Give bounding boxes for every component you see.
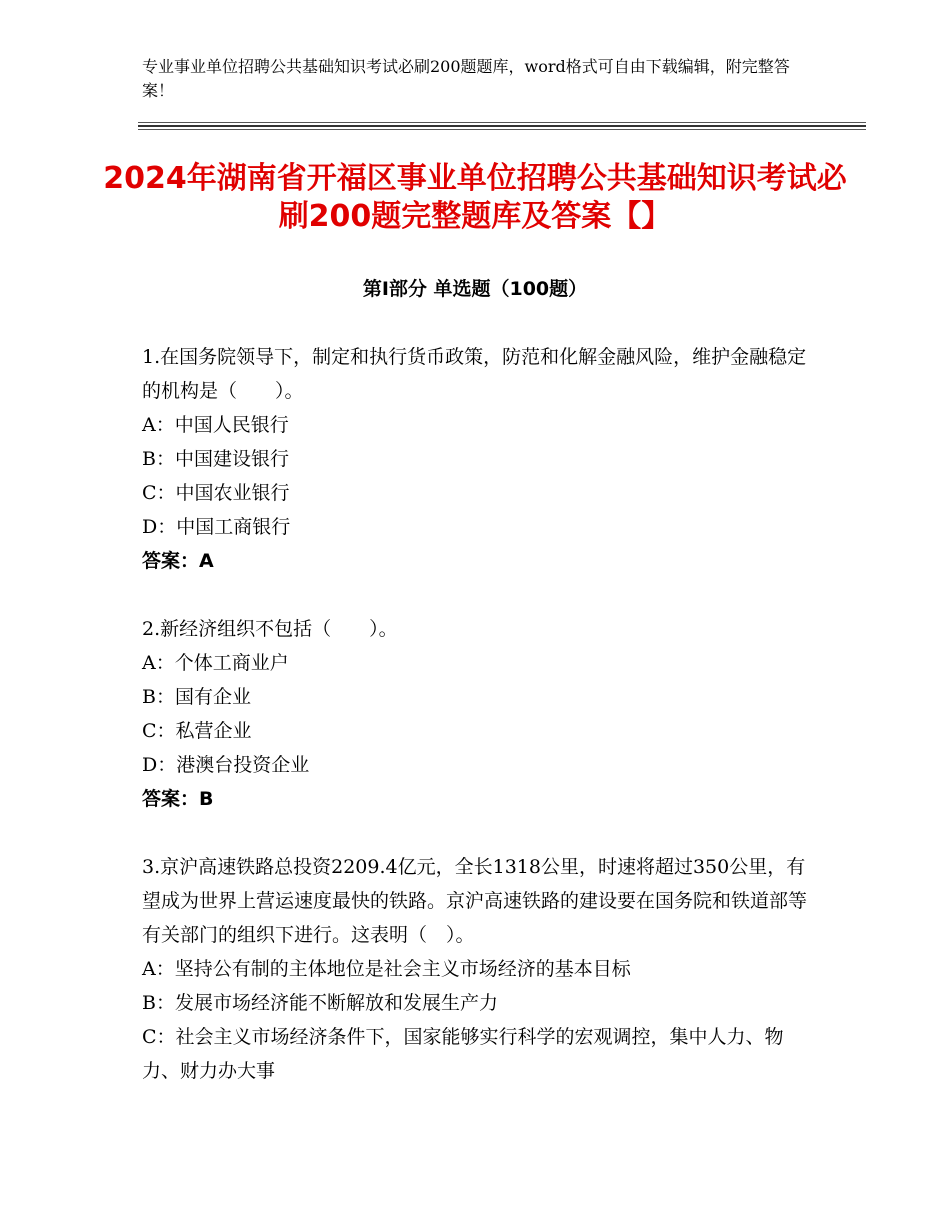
question-stem: 3.京沪高速铁路总投资2209.4亿元，全长1318公里，时速将超过350公里，有望成为世界上营运速度最快的铁路。京沪高速铁路的建设要在国务院和铁道部等有关部门的组织下进行。这表明（ ）。 <box>142 856 808 946</box>
question-stem: 1.在国务院领导下，制定和执行货币政策，防范和化解金融风险，维护金融稳定的机构是（ ）。 <box>142 346 807 402</box>
option-c: C：社会主义市场经济条件下，国家能够实行科学的宏观调控，集中人力、物力、财力办大事 <box>142 1026 784 1082</box>
question-2 <box>142 612 807 816</box>
option-a: A：坚持公有制的主体地位是社会主义市场经济的基本目标 <box>142 958 631 980</box>
question-3 <box>142 850 807 1088</box>
option-c: C：中国农业银行 <box>142 482 290 504</box>
option-a: A：个体工商业户 <box>142 652 289 674</box>
question-stem: 2.新经济组织不包括（ ）。 <box>142 618 398 640</box>
header-rule-middle <box>138 125 866 127</box>
answer: 答案：B <box>142 788 214 810</box>
option-b: B：中国建设银行 <box>142 448 289 470</box>
section-title: 第Ⅰ部分 单选题（100题） <box>362 278 588 300</box>
question-list <box>142 340 807 1122</box>
option-d: D：中国工商银行 <box>142 516 291 538</box>
document-title: 2024年湖南省开福区事业单位招聘公共基础知识考试必刷200题完整题库及答案【】 <box>103 161 847 234</box>
question-1 <box>142 340 807 578</box>
option-d: D：港澳台投资企业 <box>142 754 310 776</box>
option-b: B：发展市场经济能不断解放和发展生产力 <box>142 992 498 1014</box>
answer: 答案：A <box>142 550 214 572</box>
option-b: B：国有企业 <box>142 686 251 708</box>
option-c: C：私营企业 <box>142 720 252 742</box>
header-rule-bottom <box>138 129 866 130</box>
header-rule-top <box>138 122 866 123</box>
header-note: 专业事业单位招聘公共基础知识考试必刷200题题库，word格式可自由下载编辑，附完整答案！ <box>142 57 790 100</box>
option-a: A：中国人民银行 <box>142 414 289 436</box>
